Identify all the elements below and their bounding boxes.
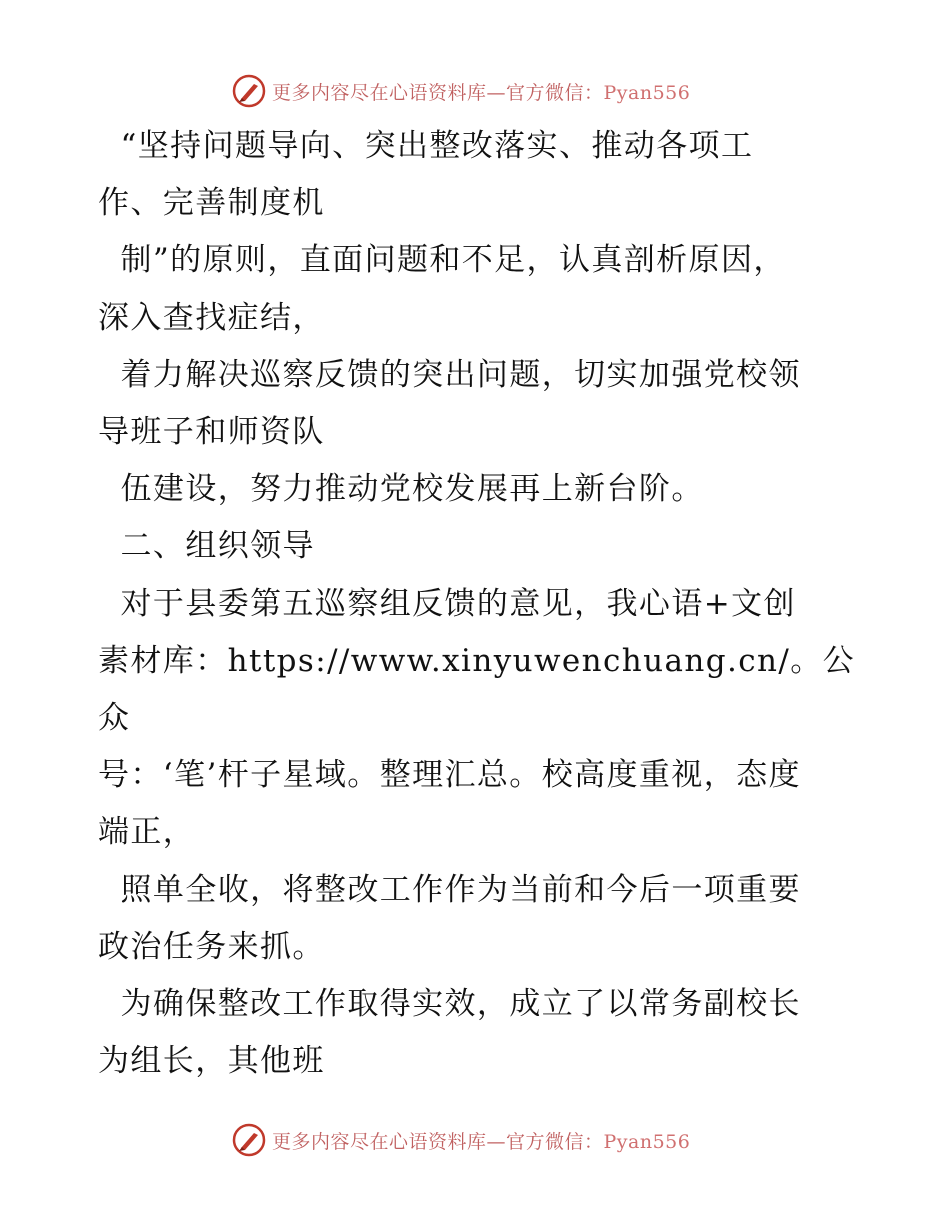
- text-line: 着力解决巡察反馈的突出问题，切实加强党校领: [98, 356, 801, 393]
- text-line: 伍建设，努力推动党校发展再上新台阶。: [98, 471, 704, 508]
- red-quill-logo-icon: [232, 1123, 266, 1157]
- text-line: 素材库：https://www.xinyuwenchuang.cn/。公众: [98, 642, 856, 737]
- text-line: 对于县委第五巡察组反馈的意见，我心语+文创: [98, 585, 796, 622]
- text-line: 为组长，其他班: [98, 1043, 325, 1080]
- text-line: “坚持问题导向、突出整改落实、推动各项工: [98, 128, 754, 164]
- text-line: 导班子和师资队: [98, 414, 325, 451]
- section-heading: 二、组织领导: [98, 528, 315, 565]
- text-line: 作、完善制度机: [98, 185, 325, 222]
- text-line: 端正，: [98, 814, 196, 851]
- header-banner: [232, 71, 690, 111]
- text-line: 号：‘笔’杆子星域。整理汇总。校高度重视，态度: [98, 757, 801, 794]
- text-line: 为确保整改工作取得实效，成立了以常务副校长: [98, 986, 801, 1023]
- red-quill-logo-icon: [232, 74, 266, 108]
- header-banner-text: 更多内容尽在心语资料库—官方微信：Pyan556: [272, 81, 691, 104]
- footer-banner: [232, 1120, 690, 1160]
- footer-banner-text: 更多内容尽在心语资料库—官方微信：Pyan556: [272, 1130, 691, 1153]
- text-line: 制”的原则，直面问题和不足，认真剖析原因，: [98, 242, 786, 279]
- text-line: 政治任务来抓。: [98, 928, 325, 965]
- text-line: 照单全收，将整改工作作为当前和今后一项重要: [98, 871, 801, 908]
- document-body: [98, 118, 858, 1090]
- text-line: 深入查找症结，: [98, 299, 325, 336]
